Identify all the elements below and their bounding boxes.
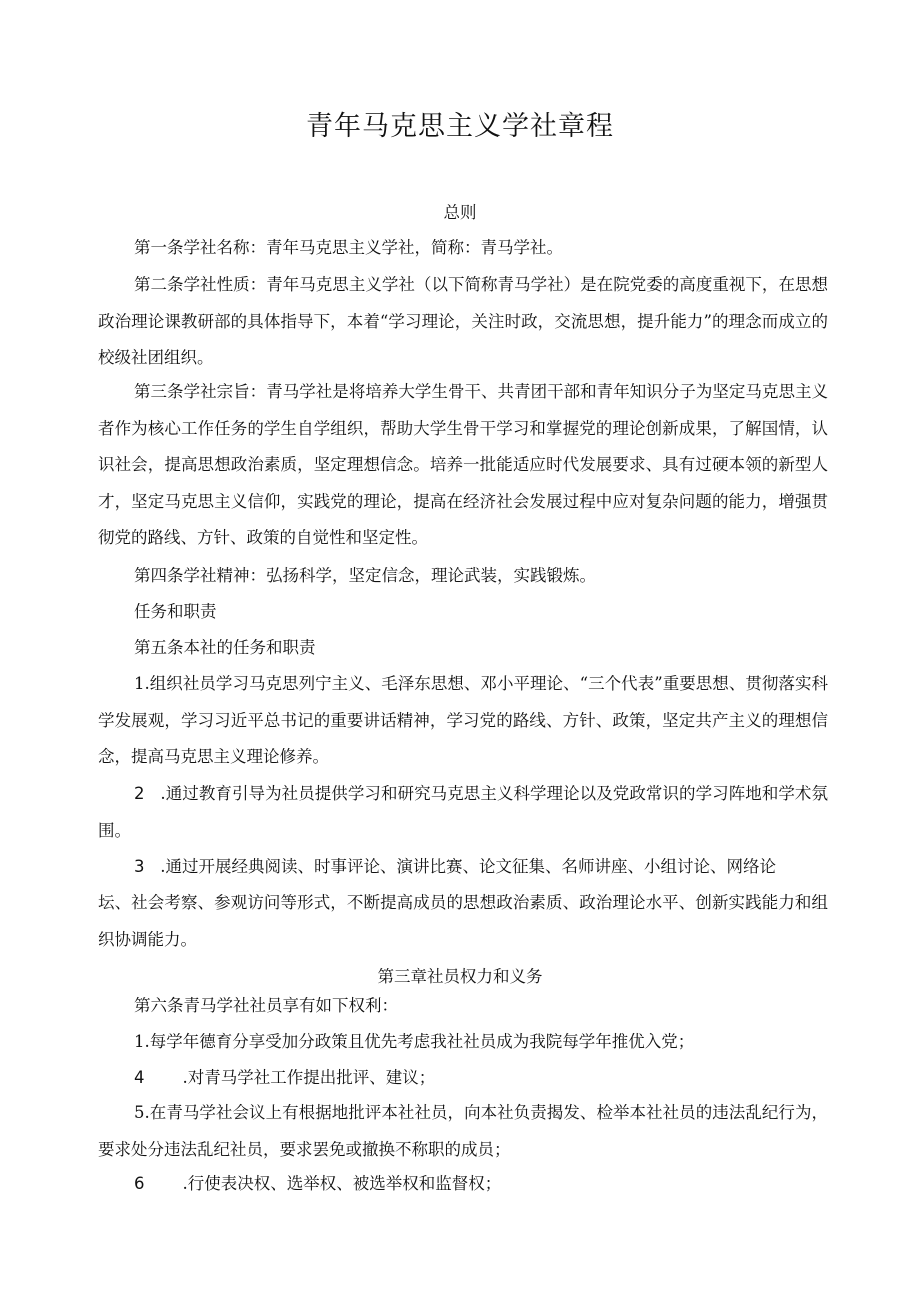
right-item-4 — [134, 1068, 435, 1088]
article-2: 第二条学社性质：青年马克思主义学社（以下简称青马学社）是在院党委的高度重视下，在思想政治理论课教研部的具体指导下，本着“学习理论，关注时政，交流思想，提升能力”的理念而成立的校级社团组织。 — [98, 275, 828, 367]
article-1: 第一条学社名称：青年马克思主义学社，简称：青马学社。 — [134, 238, 563, 257]
task-item-3-number: 3 — [134, 857, 145, 876]
task-item-2-number: 2 — [134, 784, 145, 803]
right-item-1: 1.每学年德育分享受加分政策且优先考虑我社社员成为我院每学年推优入党； — [134, 1032, 695, 1051]
task-item-3-continued: 坛、社会考察、参观访问等形式，不断提高成员的思想政治素质、政治理论水平、创新实践能力和组织协调能力。 — [98, 893, 828, 949]
chapter-3-heading: 第三章社员权力和义务 — [377, 967, 543, 986]
section-heading-general: 总则 — [443, 203, 477, 222]
task-item-2-text: .通过教育引导为社员提供学习和研究马克思主义科学理论以及党政常识的学习阵地和学术氛围。 — [98, 784, 828, 840]
right-item-5: 5.在青马学社会议上有根据地批评本社社员，向本社负责揭发、检举本社社员的违法乱纪行为，要求处分违法乱纪社员，要求罢免或撤换不称职的成员； — [98, 1103, 828, 1159]
task-item-2 — [98, 776, 828, 849]
article-6: 第六条青马学社社员享有如下权利： — [134, 996, 398, 1015]
task-item-3 — [134, 857, 776, 877]
page-title: 青年马克思主义学社章程 — [306, 111, 614, 142]
right-item-4-text: .对青马学社工作提出批评、建议； — [182, 1068, 436, 1087]
section-heading-tasks: 任务和职责 — [134, 602, 217, 621]
task-item-3-text: .通过开展经典阅读、时事评论、演讲比赛、论文征集、名师讲座、小组讨论、网络论 — [160, 857, 776, 876]
article-5: 第五条本社的任务和职责 — [134, 638, 316, 657]
right-item-4-number: 4 — [134, 1068, 145, 1087]
article-3: 第三条学社宗旨：青马学社是将培养大学生骨干、共青团干部和青年知识分子为坚定马克思主义者作为核心工作任务的学生自学组织，帮助大学生骨干学习和掌握党的理论创新成果，了解国情，认识社会，提高思想政治素质，坚定理想信念。培养一批能适应时代发展要求、具有过硬本领的新型人才，坚定马克思主义信仰，实践党的理论，提高在经济社会发展过程中应对复杂问题的能力，增强贯彻党的路线、方针、政策的自觉性和坚定性。 — [98, 382, 828, 547]
right-item-6-text: .行使表决权、选举权、被选举权和监督权； — [182, 1174, 502, 1193]
article-4: 第四条学社精神：弘扬科学，坚定信念，理论武装，实践锻炼。 — [134, 566, 596, 585]
task-item-1: 1.组织社员学习马克思列宁主义、毛泽东思想、邓小平理论、“三个代表”重要思想、贯彻落实科学发展观，学习习近平总书记的重要讲话精神，学习党的路线、方针、政策，坚定共产主义的理想信念，提高马克思主义理论修养。 — [98, 674, 828, 766]
right-item-6-number: 6 — [134, 1174, 145, 1193]
right-item-6 — [134, 1174, 501, 1194]
